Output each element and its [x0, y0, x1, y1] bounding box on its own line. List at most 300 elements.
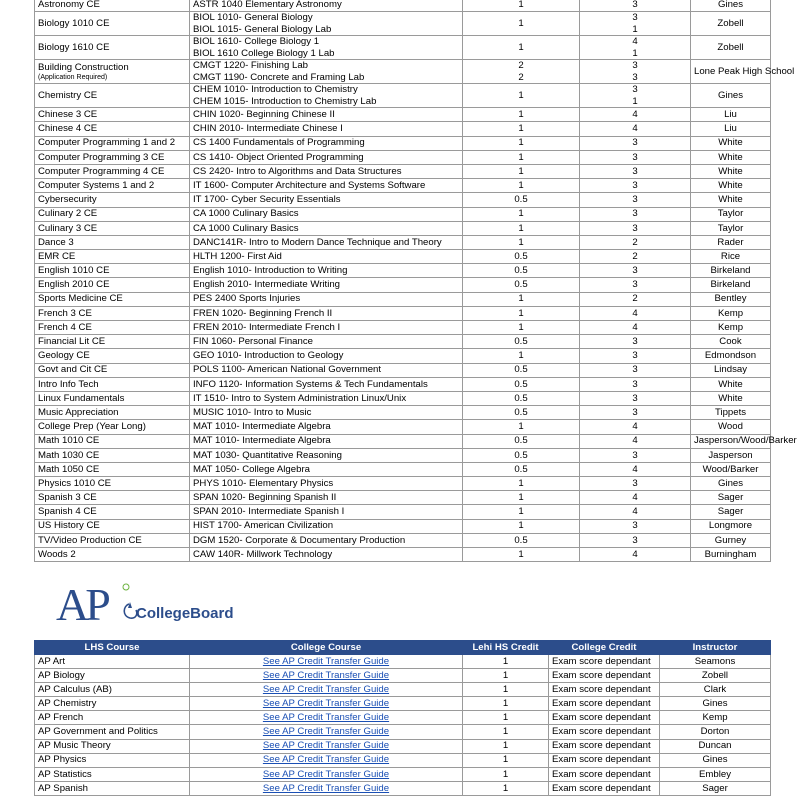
instructor-cell [691, 193, 771, 207]
lehi-credit-cell [463, 250, 580, 264]
lhs-course-cell [35, 207, 190, 221]
instructor-name: Gines [717, 0, 744, 10]
lehi-credit-value: 1 [518, 179, 524, 191]
ap-lehi-credit-cell [463, 669, 549, 683]
college-course-cell [190, 250, 463, 264]
lehi-credit-cell [463, 406, 580, 420]
instructor-name: Birkeland [710, 279, 751, 291]
table-row [35, 669, 771, 683]
instructor-cell [691, 335, 771, 349]
college-course-cell [190, 477, 463, 491]
college-course-cell [190, 0, 463, 12]
ap-lehi-credit-value: 1 [502, 740, 509, 752]
college-credit-value: 4 [632, 435, 638, 447]
lehi-credit-cell [463, 108, 580, 122]
ap-instructor-cell [660, 683, 771, 697]
college-credit-value: 3 [632, 179, 638, 191]
lehi-credit-value: 1 [518, 307, 524, 319]
college-credit-value: 3 [632, 406, 638, 418]
instructor-name: Liu [724, 109, 737, 121]
college-course-line: BIOL 1010- General Biology [193, 12, 313, 24]
lehi-credit-cell [463, 519, 580, 533]
lehi-credit-cell [463, 533, 580, 547]
lehi-credit-value: 1 [518, 321, 524, 333]
concurrent-enrollment-table [34, 0, 797, 562]
lehi-credit-value: 0.5 [514, 449, 528, 461]
college-credit-cell [580, 349, 691, 363]
college-course-line: FIN 1060- Personal Finance [193, 336, 313, 348]
lehi-credit-cell [463, 306, 580, 320]
instructor-name: White [718, 179, 743, 191]
college-course-cell [190, 420, 463, 434]
college-course-line: CHEM 1015- Introduction to Chemistry Lab [193, 95, 377, 107]
college-credit-cell [580, 292, 691, 306]
lhs-course-cell [35, 349, 190, 363]
course-note: (Application Required) [38, 73, 108, 81]
college-course-cell [190, 164, 463, 178]
college-course-line: CS 1400 Fundamentals of Programming [193, 137, 365, 149]
ap-course-name: AP Physics [38, 754, 87, 766]
lhs-course-cell [35, 391, 190, 405]
instructor-name: Liu [724, 123, 737, 135]
college-course-cell [190, 108, 463, 122]
college-credit-value: 3 [632, 350, 638, 362]
college-course-line: CMGT 1220- Finishing Lab [193, 60, 309, 72]
instructor-cell [691, 164, 771, 178]
college-credit-value: 3 [632, 12, 638, 24]
ap-lehi-credit-cell [463, 711, 549, 725]
college-credit-value: 4 [632, 321, 638, 333]
college-course-cell [190, 122, 463, 136]
college-course-line: POLS 1100- American National Government [193, 364, 382, 376]
table-row [35, 207, 771, 221]
instructor-cell [691, 136, 771, 150]
table-row [35, 108, 771, 122]
college-credit-cell [580, 221, 691, 235]
instructor-cell [691, 548, 771, 562]
instructor-cell [691, 448, 771, 462]
instructor-cell [691, 292, 771, 306]
college-credit-value: 3 [632, 71, 638, 83]
lehi-credit-value: 1 [518, 165, 524, 177]
ap-credit-transfer-guide-link[interactable]: See AP Credit Transfer Guide [262, 740, 390, 752]
table-row [35, 767, 771, 781]
college-course-cell [190, 448, 463, 462]
instructor-name: White [718, 194, 743, 206]
ap-lehi-credit-cell [463, 767, 549, 781]
ap-logo-mark [56, 579, 256, 630]
lehi-credit-value: 1 [518, 137, 524, 149]
college-credit-value: 4 [632, 109, 638, 121]
instructor-cell [691, 278, 771, 292]
instructor-name: Kemp [717, 307, 744, 319]
table-row [35, 655, 771, 669]
college-course-cell [190, 519, 463, 533]
college-course-line: CMGT 1190- Concrete and Framing Lab [193, 71, 365, 83]
lhs-course-cell [35, 278, 190, 292]
table-row [35, 683, 771, 697]
ap-link-cell [190, 781, 463, 795]
college-credit-value: 3 [632, 60, 638, 72]
svg-text:CollegeBoard: CollegeBoard [136, 605, 234, 622]
college-course-line: PHYS 1010- Elementary Physics [193, 477, 334, 489]
college-course-line: MUSIC 1010- Intro to Music [193, 406, 312, 418]
lehi-credit-cell [463, 179, 580, 193]
lehi-credit-value: 0.5 [514, 194, 528, 206]
college-credit-cell [580, 122, 691, 136]
ap-instructor-name: Gines [702, 698, 728, 710]
lehi-credit-cell [463, 278, 580, 292]
ap-college-credit-cell [549, 725, 660, 739]
lhs-course-name: Culinary 3 CE [38, 222, 98, 234]
college-course-line: CS 1410- Object Oriented Programming [193, 151, 364, 163]
college-course-line: SPAN 2010- Intermediate Spanish I [193, 506, 345, 518]
table-row [35, 462, 771, 476]
college-credit-value: 3 [632, 222, 638, 234]
lehi-credit-value: 1 [518, 236, 524, 248]
table-row [35, 697, 771, 711]
college-course-cell [190, 548, 463, 562]
college-credit-cell [580, 448, 691, 462]
lhs-course-name: English 2010 CE [38, 279, 110, 291]
lhs-course-name: Physics 1010 CE [38, 477, 112, 489]
instructor-cell [691, 391, 771, 405]
instructor-cell [691, 221, 771, 235]
ap-course-name: AP Chemistry [38, 698, 97, 710]
lehi-credit-cell [463, 292, 580, 306]
lehi-credit-cell [463, 377, 580, 391]
college-credit-cell [580, 477, 691, 491]
ap-link-cell [190, 711, 463, 725]
ap-course-name: AP French [38, 712, 84, 724]
lhs-course-name: US History CE [38, 520, 100, 532]
lehi-credit-cell [463, 12, 580, 36]
instructor-cell [691, 84, 771, 108]
lehi-credit-cell [463, 122, 580, 136]
lhs-course-name: Intro Info Tech [38, 378, 99, 390]
lehi-credit-cell [463, 136, 580, 150]
college-course-line: GEO 1010- Introduction to Geology [193, 350, 344, 362]
college-course-cell [190, 306, 463, 320]
instructor-cell [691, 321, 771, 335]
lhs-course-name: Math 1030 CE [38, 449, 100, 461]
lehi-credit-cell [463, 391, 580, 405]
lehi-credit-cell [463, 321, 580, 335]
lhs-course-name: Spanish 3 CE [38, 492, 97, 504]
college-credit-value: 3 [632, 194, 638, 206]
ap-credit-transfer-guide-link[interactable]: See AP Credit Transfer Guide [262, 712, 390, 724]
ap-instructor-cell [660, 711, 771, 725]
ap-course-cell [35, 711, 190, 725]
lhs-course-name: College Prep (Year Long) [38, 421, 146, 433]
lhs-course-cell [35, 150, 190, 164]
ap-credit-transfer-guide-link[interactable]: See AP Credit Transfer Guide [262, 768, 390, 780]
lhs-course-name: Math 1050 CE [38, 463, 100, 475]
ap-lehi-credit-cell [463, 781, 549, 795]
college-course-line: BIOL 1610- College Biology 1 [193, 36, 320, 48]
lhs-course-cell [35, 406, 190, 420]
ap-instructor-name: Seamons [694, 655, 736, 667]
lhs-course-cell [35, 533, 190, 547]
ap-link-cell [190, 739, 463, 753]
college-course-line: IT 1600- Computer Architecture and Systems Software [193, 179, 426, 191]
ap-lehi-credit-value: 1 [502, 655, 509, 667]
lehi-credit-value: 0.5 [514, 336, 528, 348]
lhs-course-cell [35, 363, 190, 377]
table-row [35, 0, 771, 12]
lehi-credit-value: 1 [518, 520, 524, 532]
instructor-cell [691, 477, 771, 491]
ap-table-body [35, 655, 771, 796]
lhs-course-cell [35, 377, 190, 391]
ap-header-row [35, 641, 771, 655]
ap-course-cell [35, 669, 190, 683]
lhs-course-cell [35, 179, 190, 193]
lehi-credit-value: 0.5 [514, 406, 528, 418]
college-credit-value: 3 [632, 477, 638, 489]
table-row [35, 179, 771, 193]
college-credit-cell [580, 36, 691, 60]
lehi-credit-value: 0.5 [514, 279, 528, 291]
lhs-course-cell [35, 335, 190, 349]
college-credit-cell [580, 179, 691, 193]
ap-header-lehi-credit: Lehi HS Credit [463, 641, 549, 655]
ap-link-cell [190, 655, 463, 669]
ap-header-instructor: Instructor [660, 641, 771, 655]
table-row [35, 292, 771, 306]
college-credit-cell [580, 84, 691, 108]
table-row [35, 250, 771, 264]
ap-college-credit-value: Exam score dependant [552, 726, 651, 738]
ap-lehi-credit-value: 1 [502, 698, 509, 710]
table-row [35, 235, 771, 249]
lehi-credit-value: 1 [518, 123, 524, 135]
ap-college-credit-value: Exam score dependant [552, 782, 651, 794]
instructor-name: Bentley [714, 293, 747, 305]
table-row [35, 12, 771, 36]
college-course-cell [190, 150, 463, 164]
lehi-credit-cell [463, 462, 580, 476]
college-course-line: English 1010- Introduction to Writing [193, 265, 348, 277]
college-credit-value: 3 [632, 336, 638, 348]
lhs-course-name: Geology CE [38, 350, 90, 362]
ap-credit-transfer-guide-link[interactable]: See AP Credit Transfer Guide [262, 754, 390, 766]
lehi-credit-cell [463, 193, 580, 207]
table-row [35, 321, 771, 335]
instructor-name: Longmore [708, 520, 753, 532]
ap-course-cell [35, 781, 190, 795]
table-row [35, 753, 771, 767]
ap-credit-transfer-guide-link[interactable]: See AP Credit Transfer Guide [262, 698, 390, 710]
lehi-credit-value: 1 [518, 548, 524, 560]
college-credit-value: 1 [632, 23, 638, 35]
college-credit-value: 4 [632, 506, 638, 518]
lehi-credit-cell [463, 505, 580, 519]
ap-instructor-cell [660, 753, 771, 767]
college-credit-cell [580, 462, 691, 476]
ap-credit-transfer-guide-link[interactable]: See AP Credit Transfer Guide [262, 782, 390, 794]
ap-college-credit-value: Exam score dependant [552, 655, 651, 667]
lehi-credit-value: 1 [518, 89, 524, 101]
instructor-name: Sager [717, 492, 744, 504]
lhs-course-cell [35, 0, 190, 12]
instructor-name: Tippets [714, 406, 747, 418]
ap-link-cell [190, 753, 463, 767]
college-course-cell [190, 235, 463, 249]
instructor-name: Zobell [717, 41, 744, 53]
ap-link-cell [190, 683, 463, 697]
table-row [35, 122, 771, 136]
college-course-cell [190, 349, 463, 363]
table-row [35, 278, 771, 292]
instructor-cell [691, 533, 771, 547]
lehi-credit-value: 0.5 [514, 265, 528, 277]
ap-course-name: AP Biology [38, 669, 85, 681]
ap-course-cell [35, 767, 190, 781]
lhs-course-name: Computer Programming 3 CE [38, 151, 165, 163]
instructor-cell [691, 122, 771, 136]
table-row [35, 36, 771, 60]
college-course-line: English 2010- Intermediate Writing [193, 279, 341, 291]
lehi-credit-cell [463, 164, 580, 178]
instructor-name: Kemp [717, 321, 744, 333]
ap-instructor-name: Dorton [700, 726, 730, 738]
lehi-credit-value: 0.5 [514, 534, 528, 546]
instructor-cell [691, 462, 771, 476]
ap-course-name: AP Art [38, 655, 66, 667]
instructor-cell [691, 406, 771, 420]
ap-lehi-credit-cell [463, 753, 549, 767]
college-course-line: SPAN 1020- Beginning Spanish II [193, 492, 337, 504]
college-course-cell [190, 264, 463, 278]
ap-course-name: AP Spanish [38, 782, 88, 794]
lhs-course-name: Sports Medicine CE [38, 293, 123, 305]
lehi-credit-cell [463, 36, 580, 60]
lehi-credit-cell [463, 363, 580, 377]
college-credit-cell [580, 335, 691, 349]
college-credit-cell [580, 164, 691, 178]
ap-instructor-cell [660, 697, 771, 711]
ap-credit-transfer-guide-link[interactable]: See AP Credit Transfer Guide [262, 669, 390, 681]
college-credit-cell [580, 264, 691, 278]
lhs-course-name: English 1010 CE [38, 265, 110, 277]
table-row [35, 60, 771, 84]
table-row [35, 739, 771, 753]
lehi-credit-value: 2 [518, 71, 524, 83]
lhs-course-name: Computer Programming 4 CE [38, 165, 165, 177]
ap-lehi-credit-value: 1 [502, 782, 509, 794]
lhs-course-cell [35, 221, 190, 235]
lehi-credit-value: 0.5 [514, 435, 528, 447]
college-credit-value: 3 [632, 534, 638, 546]
ap-credit-transfer-guide-link[interactable]: See AP Credit Transfer Guide [262, 655, 390, 667]
lehi-credit-value: 0.5 [514, 392, 528, 404]
college-credit-value: 4 [632, 421, 638, 433]
ap-college-credit-value: Exam score dependant [552, 712, 651, 724]
college-credit-value: 4 [632, 548, 638, 560]
instructor-name: Jasperson [708, 449, 753, 461]
ap-link-cell [190, 767, 463, 781]
ce-table-body [35, 0, 797, 562]
instructor-cell [691, 363, 771, 377]
college-course-cell [190, 335, 463, 349]
college-course-cell [190, 292, 463, 306]
lhs-course-cell [35, 235, 190, 249]
ap-course-cell [35, 697, 190, 711]
lhs-course-cell [35, 264, 190, 278]
lhs-course-name: Chinese 3 CE [38, 109, 98, 121]
table-row [35, 164, 771, 178]
lhs-course-cell [35, 491, 190, 505]
ap-instructor-name: Sager [702, 782, 728, 794]
lhs-course-name: French 4 CE [38, 321, 92, 333]
instructor-cell [691, 434, 797, 448]
college-credit-cell [580, 420, 691, 434]
college-course-line: CS 2420- Intro to Algorithms and Data Structures [193, 165, 402, 177]
college-credit-cell [580, 0, 691, 12]
college-credit-cell [580, 548, 691, 562]
table-row [35, 406, 771, 420]
lehi-credit-value: 1 [518, 222, 524, 234]
instructor-name: Taylor [717, 208, 744, 220]
ap-collegeboard-logo [56, 579, 256, 630]
ap-course-name: AP Music Theory [38, 740, 111, 752]
college-course-line: CHIN 2010- Intermediate Chinese I [193, 123, 343, 135]
lehi-credit-value: 1 [518, 477, 524, 489]
lehi-credit-cell [463, 221, 580, 235]
ap-course-name: AP Calculus (AB) [38, 683, 112, 695]
svg-text:AP: AP [56, 579, 107, 630]
lehi-credit-value: 1 [518, 293, 524, 305]
instructor-name: White [718, 137, 743, 149]
ap-college-credit-cell [549, 683, 660, 697]
ap-header-college-course: College Course [190, 641, 463, 655]
instructor-cell [691, 420, 771, 434]
college-credit-value: 1 [632, 47, 638, 59]
ap-college-credit-cell [549, 711, 660, 725]
lhs-course-name: French 3 CE [38, 307, 92, 319]
ap-college-credit-value: Exam score dependant [552, 669, 651, 681]
lehi-credit-value: 1 [518, 506, 524, 518]
table-row [35, 84, 771, 108]
table-row [35, 505, 771, 519]
ap-credit-transfer-guide-link[interactable]: See AP Credit Transfer Guide [262, 683, 390, 695]
lhs-course-name: Culinary 2 CE [38, 208, 98, 220]
table-row [35, 363, 771, 377]
college-credit-cell [580, 60, 691, 84]
college-course-cell [190, 505, 463, 519]
ap-credit-transfer-guide-link[interactable]: See AP Credit Transfer Guide [262, 726, 390, 738]
lhs-course-cell [35, 477, 190, 491]
college-credit-cell [580, 406, 691, 420]
instructor-name: Birkeland [710, 265, 751, 277]
instructor-cell [691, 0, 771, 12]
college-credit-value: 3 [632, 392, 638, 404]
lhs-course-name: Building Construction [38, 62, 129, 74]
lhs-course-cell [35, 548, 190, 562]
instructor-cell [691, 505, 771, 519]
ap-lehi-credit-value: 1 [502, 669, 509, 681]
lhs-course-name: Biology 1610 CE [38, 41, 110, 53]
ap-instructor-cell [660, 767, 771, 781]
college-credit-cell [580, 363, 691, 377]
instructor-name: Lone Peak High School [694, 65, 795, 77]
college-credit-cell [580, 391, 691, 405]
instructor-cell [691, 264, 771, 278]
college-credit-value: 3 [632, 165, 638, 177]
lehi-credit-value: 1 [518, 492, 524, 504]
ap-lehi-credit-cell [463, 697, 549, 711]
